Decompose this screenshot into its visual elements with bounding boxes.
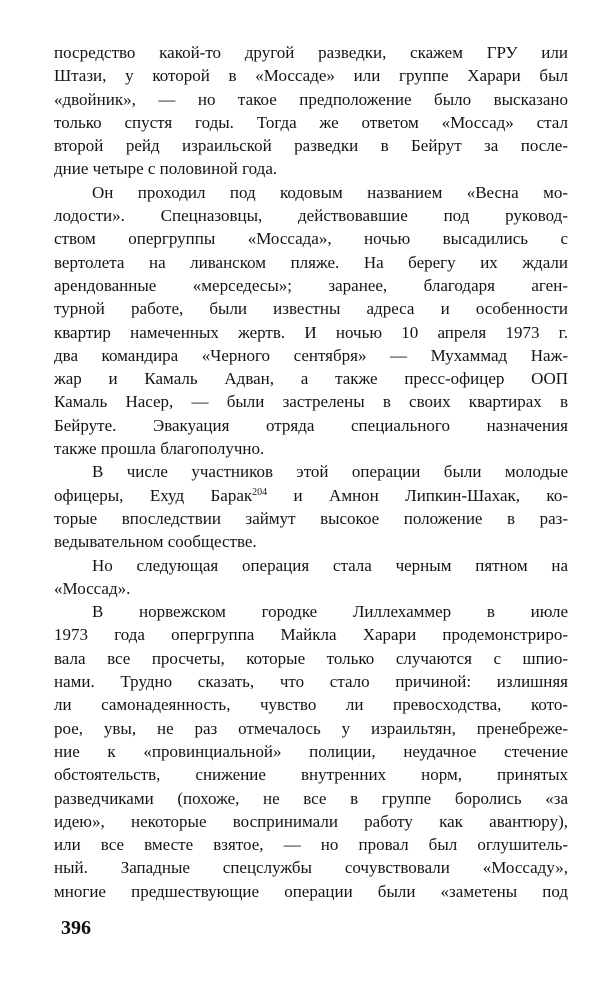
text-line: два командира «Черного сентября» — Мухаммад Наж-: [54, 345, 568, 365]
text-line: Бейруте. Эвакуация отряда специального назначения: [54, 415, 568, 435]
text-line: второй рейд израильской разведки в Бейрут за после-: [54, 136, 568, 156]
text-line: В норвежском городке Лиллехаммер в июле: [92, 602, 568, 622]
text-line: посредство какой-то другой разведки, скажем ГРУ или: [54, 43, 568, 62]
text-line: ный. Западные спецслужбы сочувствовали «Моссаду»,: [54, 858, 568, 878]
text-line: разведчиками (похоже, не все в группе боролись «за: [54, 788, 568, 808]
text-line: ние к «провинциальной» полиции, неудачное стечение: [54, 741, 568, 761]
text-line: квартир намеченных жертв. И ночью 10 апреля 1973 г.: [54, 322, 568, 342]
text-line: [54, 484, 568, 507]
paragraph: [54, 181, 568, 461]
paragraph: [54, 600, 568, 903]
text-line: 1973 года опергруппа Майкла Харари продемонстриро-: [54, 625, 568, 645]
text-line: Он проходил под кодовым названием «Весна мо-: [92, 182, 568, 202]
text-line: Но следующая операция стала черным пятном на: [92, 555, 568, 575]
text-line: Штази, у которой в «Моссаде» или группе Харари был: [54, 66, 568, 86]
text-line: ством опергруппы «Моссада», ночью высадились с: [54, 229, 568, 249]
text-fragment: и Амнон Липкин-Шахак, ко-: [267, 485, 568, 505]
text-line: «двойник», — но такое предположение было высказано: [54, 89, 568, 109]
text-line: арендованные «мерседесы»; заранее, благодаря аген-: [54, 275, 568, 295]
text-line: или все вместе взятое, — но провал был оглушитель-: [54, 835, 568, 855]
text-line: лодости». Спецназовцы, действовавшие под руковод-: [54, 206, 568, 226]
text-line: только спустя годы. Тогда же ответом «Моссад» стал: [54, 112, 568, 132]
text-line: Камаль Насер, — были застрелены в своих квартирах в: [54, 392, 568, 412]
text-line: ли самонадеянность, чувство ли превосходства, кото-: [54, 695, 568, 715]
text-fragment: офицеры, Ехуд Барак: [54, 485, 253, 505]
text-line: турной работе, были известны адреса и особенности: [54, 299, 568, 319]
text-line: ведывательном сообществе.: [54, 532, 257, 552]
text-line: дние четыре с половиной года.: [54, 159, 278, 179]
text-line: «Моссад».: [54, 578, 131, 598]
text-line: вала все просчеты, которые только случаются с шпио-: [54, 648, 568, 668]
paragraph: [54, 460, 568, 553]
text-line: рое, увы, не раз отмечалось у израильтян, пренебреже-: [54, 718, 568, 738]
footnote-reference[interactable]: 204: [252, 486, 268, 498]
page-number: 396: [61, 917, 91, 939]
text-line: торые впоследствии займут высокое положение в раз-: [54, 508, 568, 528]
text-line: вертолета на ливанском пляже. На берегу их ждали: [54, 252, 568, 272]
text-line: идею», некоторые воспринимали работу как авантюру),: [54, 811, 568, 831]
text-line: также прошла благополучно.: [54, 439, 265, 459]
text-line: жар и Камаль Адван, а также пресс-офицер ООП: [54, 369, 568, 389]
paragraph: [54, 41, 568, 181]
text-line: обстоятельств, снижение внутренних норм, принятых: [54, 765, 568, 785]
text-line: многие предшествующие операции были «заметены под: [54, 881, 568, 901]
body-text: [54, 41, 568, 903]
text-line: В числе участников этой операции были молодые: [92, 462, 568, 482]
text-line: нами. Трудно сказать, что стало причиной: излишняя: [54, 672, 568, 692]
paragraph: [54, 554, 568, 601]
